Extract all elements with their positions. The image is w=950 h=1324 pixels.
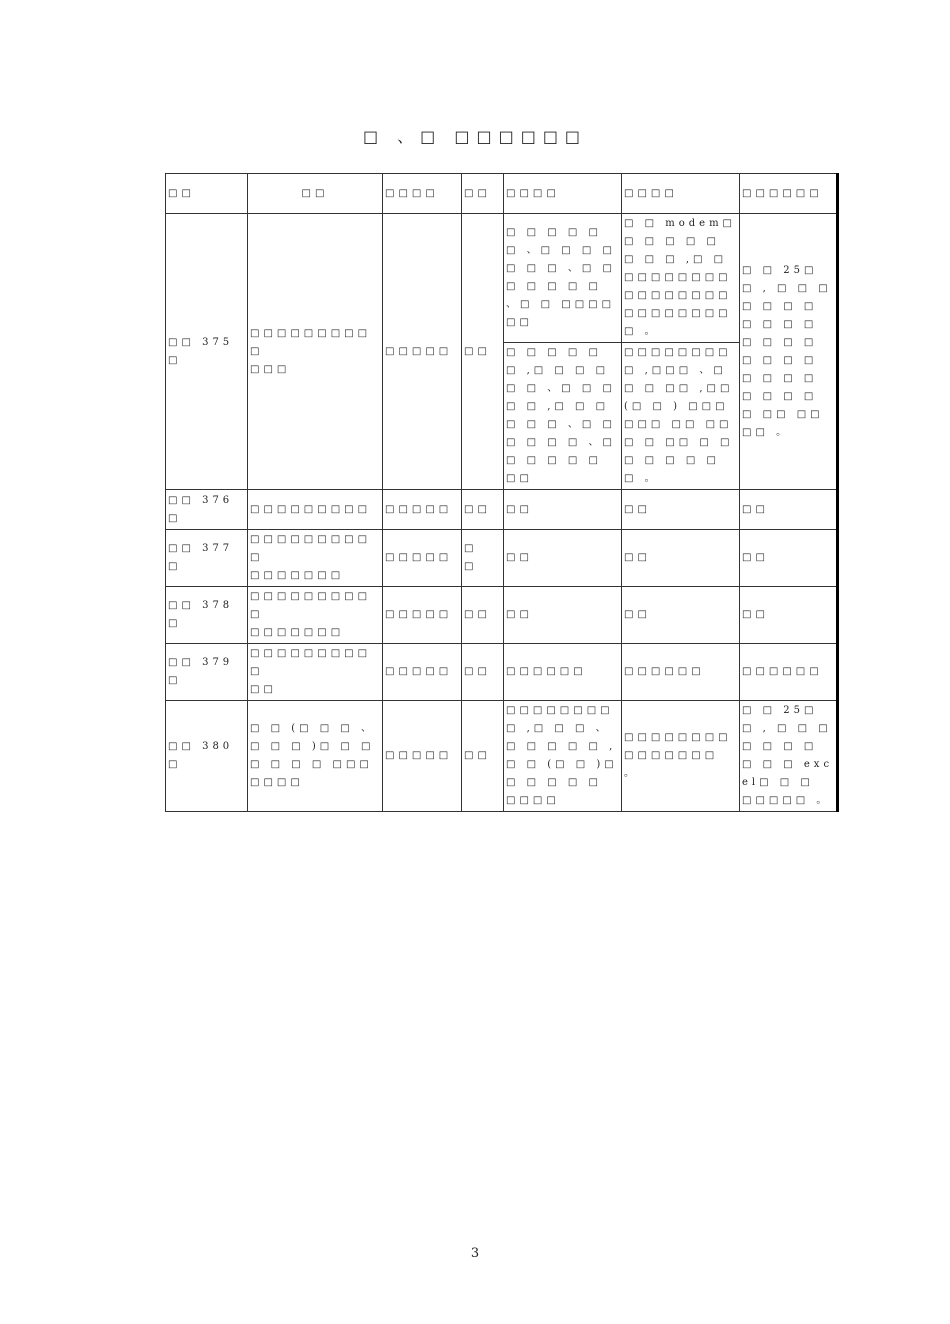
note-cell: □□ xyxy=(740,490,838,530)
table-row xyxy=(166,644,838,701)
id-cell: □□ 377□ xyxy=(166,530,248,587)
header-cell: □□ xyxy=(462,174,504,214)
content-cell: □□ xyxy=(504,587,622,644)
result-cell: □□□□□□ xyxy=(622,644,740,701)
unit-cell: □□ xyxy=(462,490,504,530)
name-cell: □□□□□□□□□□ □□□ xyxy=(248,214,383,490)
name-cell: □□□□□□□□□□ □□ xyxy=(248,644,383,701)
table-row xyxy=(166,490,838,530)
id-cell: □□ 378□ xyxy=(166,587,248,644)
id-cell: □□ 376□ xyxy=(166,490,248,530)
header-cell: □□□□□□ xyxy=(740,174,838,214)
category-cell: □□□□□ xyxy=(383,644,462,701)
result-cell: □□□□□□□□ □ ,□□□ 、□□ □ □□ ,□□ (□ □ ) □□□□□□ □□ □□ □ □ □□ □ □ □ □ □ □ □ □ 。 xyxy=(622,343,740,490)
result-cell: □□ xyxy=(622,587,740,644)
name-cell: □□□□□□□□□□ □□□□□□□ xyxy=(248,530,383,587)
result-cell: □□ xyxy=(622,490,740,530)
result-cell: □□ xyxy=(622,530,740,587)
table-row xyxy=(166,587,838,644)
id-cell: □□ 380□ xyxy=(166,701,248,812)
content-cell: □ □ □ □ □ □ 、□ □ □ □ □ □ □ 、□ □ □ □ □ □ □ 、□ □ □□□□□□ xyxy=(504,214,622,343)
category-cell: □□□□□ xyxy=(383,214,462,490)
page-title: □ 、□ □□□□□□ xyxy=(362,127,588,146)
category-cell: □□□□□ xyxy=(383,490,462,530)
header-cell: □□□□ xyxy=(622,174,740,214)
content-cell: □ □ □ □ □ □ ,□ □ □ □ □ □ 、□ □ □ □ □ ,□ □ □ □ □ □ 、□ □ □ □ □ □ 、□ □ □ □ □ □ □□ xyxy=(504,343,622,490)
category-cell: □□□□□ xyxy=(383,701,462,812)
header-cell: □□ xyxy=(248,174,383,214)
note-cell: □ □ 25□ □ , □ □ □ □ □ □ □ □ □ □ excel□ □ □ □□□□□ 。 xyxy=(740,701,838,812)
name-cell: □□□□□□□□□ xyxy=(248,490,383,530)
note-cell: □□ xyxy=(740,587,838,644)
table-row xyxy=(166,530,838,587)
name-cell: □□□□□□□□□□ □□□□□□□ xyxy=(248,587,383,644)
header-cell: □□□□ xyxy=(504,174,622,214)
table-header-row xyxy=(166,174,838,214)
unit-cell: □□ xyxy=(462,214,504,490)
id-cell: □□ 379□ xyxy=(166,644,248,701)
unit-cell: □□ xyxy=(462,644,504,701)
content-cell: □□ xyxy=(504,490,622,530)
header-cell: □□ xyxy=(166,174,248,214)
table-row xyxy=(166,701,838,812)
content-cell: □□ xyxy=(504,530,622,587)
result-cell: □ □ modem□ □ □ □ □ □ □ □ □ ,□ □ □□□□□□□□ □□□□□□□□ □□□□□□□□ □ 。 xyxy=(622,214,740,343)
name-cell: □ □ (□ □ □ 、□ □ □ )□ □ □ □ □ □ □ □□□□□□□ xyxy=(248,701,383,812)
content-cell: □□□□□□□□ □ ,□ □ □ 、□ □ □ □ □ ,□ □ (□ □ )□ □ □ □ □ □ □□□□ xyxy=(504,701,622,812)
note-cell: □□□□□□ xyxy=(740,644,838,701)
table-row xyxy=(166,214,838,343)
header-cell: □□□□ xyxy=(383,174,462,214)
content-cell: □□□□□□ xyxy=(504,644,622,701)
category-cell: □□□□□ xyxy=(383,530,462,587)
unit-cell: □ □ xyxy=(462,530,504,587)
unit-cell: □□ xyxy=(462,587,504,644)
data-table xyxy=(165,173,839,812)
id-cell: □□ 375□ xyxy=(166,214,248,490)
page-number: 3 xyxy=(470,1246,480,1261)
note-cell: □□ xyxy=(740,530,838,587)
note-cell: □ □ 25□ □ , □ □ □ □ □ □ □ □ □ □ □ □ □ □ □ □ □ □ □ □ □ □ □ □ □ □ □ □ □□ □□□□ 。 xyxy=(740,214,838,490)
category-cell: □□□□□ xyxy=(383,587,462,644)
result-cell: □□□□□□□□ □□□□□□□ 。 xyxy=(622,701,740,812)
unit-cell: □□ xyxy=(462,701,504,812)
